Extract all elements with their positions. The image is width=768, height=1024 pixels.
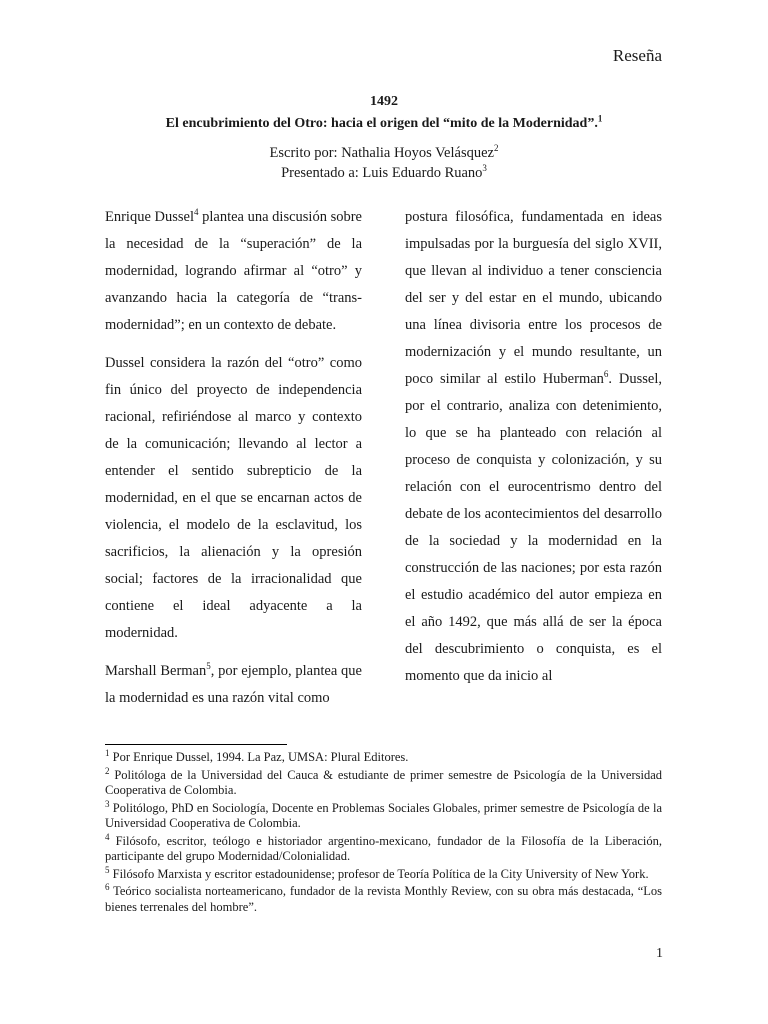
footnote-text: Teórico socialista norteamericano, fundador de la revista Monthly Review, con su obra más destacada, “Los bienes terrenales del hombre”. [105, 884, 662, 914]
footnote-number: 1 [105, 747, 110, 758]
right-column [405, 204, 662, 701]
paragraph-text: Enrique Dussel [105, 209, 194, 225]
footnote-number: 3 [105, 798, 110, 809]
footnote-text: Filósofo Marxista y escritor estadounidense; profesor de Teoría Política de la City University of New York. [109, 866, 649, 881]
document-title [0, 114, 768, 134]
footnotes [105, 747, 662, 917]
paragraph-text: Marshall Berman [105, 663, 207, 679]
document-year: 1492 [370, 94, 398, 109]
footnote-ref-4[interactable]: 4 [194, 207, 199, 218]
footnote [105, 881, 662, 915]
footnote [105, 747, 662, 766]
paragraph-text: , por ejemplo, plantea que la modernidad es una razón vital como [105, 663, 362, 706]
paragraph-text: . Dussel, por el contrario, analiza con detenimiento, lo que se ha planteado con relación al proceso de conquista y colonización, y su relación con el eurocentrismo dentro del debate de los acontecimientos del desarrollo de la sociedad y la modernidad en la construcción de las naciones; por esta razón el estudio académico del autor empieza en el año 1492, que más allá de ser la época del descubrimiento o conquista, es el momento que da inicio al [405, 371, 662, 684]
footnote-text: Politólogo, PhD en Sociología, Docente en Problemas Sociales Globales, primer semestre de Psicología de la Universidad Cooperativa de Colombia. [105, 800, 662, 830]
author-text: Escrito por: Nathalia Hoyos Velásquez [269, 145, 494, 161]
left-column [105, 204, 362, 723]
footnote [105, 765, 662, 799]
footnote-text: Filósofo, escritor, teólogo e historiador argentino-mexicano, fundador de la Filosofía de la Liberación, participante del grupo Modernidad/Colonialidad. [105, 833, 662, 863]
author-line [0, 143, 768, 163]
footnote-number: 2 [105, 765, 110, 776]
footnote-ref-1[interactable]: 1 [597, 113, 603, 124]
presented-line [0, 163, 768, 183]
paragraph [405, 204, 662, 690]
footnote-ref-6[interactable]: 6 [603, 369, 609, 380]
paragraph [105, 658, 362, 712]
presented-text: Presentado a: Luis Eduardo Ruano [281, 165, 483, 181]
title-block [0, 92, 768, 183]
paragraph-text: plantea una discusión sobre la necesidad de la “superación” de la modernidad, logrando afirmar al “otro” y avanzando hacia la categoría de “trans-modernidad”; en un contexto de debate. [105, 209, 362, 333]
footnote-ref-2[interactable]: 2 [493, 143, 499, 154]
footnote [105, 864, 662, 883]
footnote-text: Por Enrique Dussel, 1994. La Paz, UMSA: Plural Editores. [109, 750, 409, 764]
title-text: El encubrimiento del Otro: hacia el origen del “mito de la Modernidad”. [165, 116, 598, 131]
footnote-ref-5[interactable]: 5 [206, 661, 211, 672]
section-header: Reseña [612, 46, 662, 65]
footnote [105, 798, 662, 832]
footnote-ref-3[interactable]: 3 [482, 163, 487, 174]
paragraph: Dussel considera la razón del “otro” como fin único del proyecto de independencia racional, refiriéndose al marco y contexto de la comunicación; llevando al lector a entender el sentido subrepticio de la modernidad, en el que se encarnan actos de violencia, el modelo de la esclavitud, los sacrificios, la alienación y la opresión social; factores de la irracionalidad que contiene el ideal adyacente a la modernidad. [105, 355, 362, 641]
paragraph [105, 204, 362, 339]
footnote-divider [105, 744, 287, 745]
footnote-text: Politóloga de la Universidad del Cauca & estudiante de primer semestre de Psicología de la Universidad Cooperativa de Colombia. [105, 767, 662, 797]
paragraph-text: postura filosófica, fundamentada en ideas impulsadas por la burguesía del siglo XVII, que llevan al individuo a tener consciencia del ser y del estar en el mundo, ubicando una línea divisoria entre los procesos de modernización y el mundo resultante, un poco similar al estilo Huberman [405, 209, 662, 387]
footnote-number: 6 [105, 881, 110, 892]
footnote-number: 4 [105, 831, 110, 842]
footnote-number: 5 [105, 864, 110, 875]
footnote [105, 831, 662, 865]
page-number: 1 [656, 946, 663, 961]
